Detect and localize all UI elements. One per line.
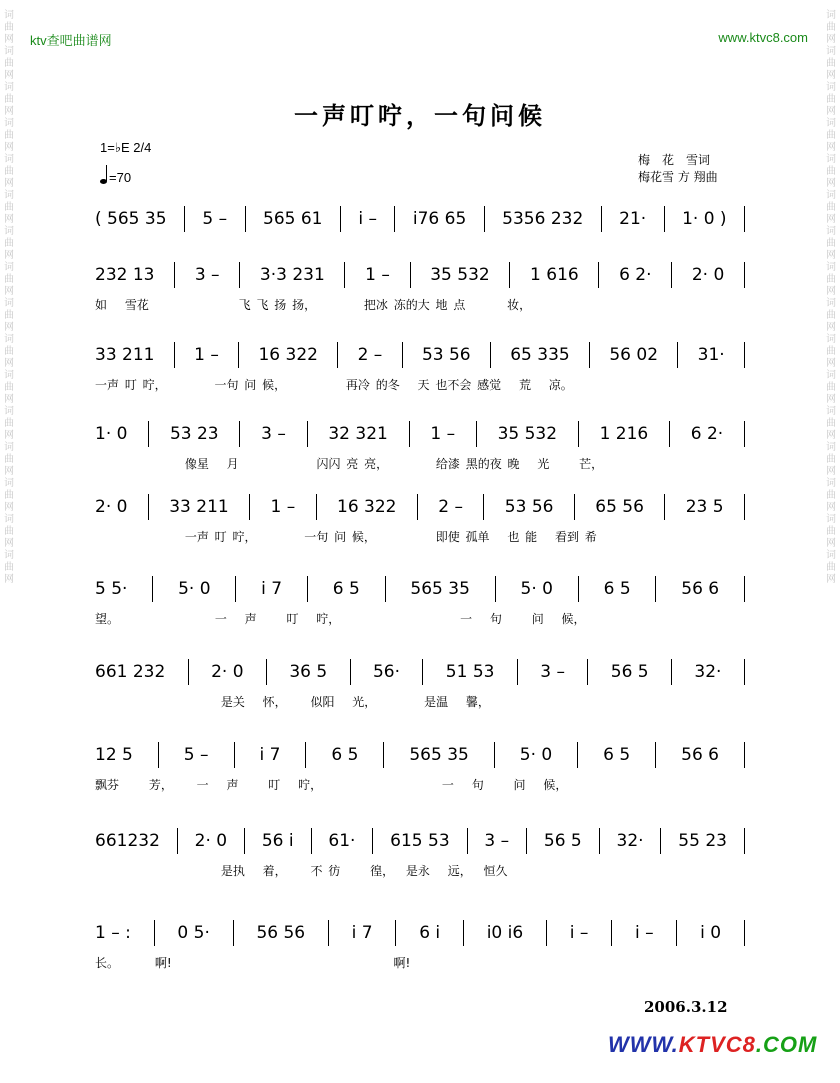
measure: 56 5 (610, 662, 649, 682)
measure: 6 i (419, 923, 441, 943)
logo-ktv: KTVC8 (678, 1032, 756, 1057)
bar-line (340, 206, 341, 232)
measure: 1 216 (599, 424, 649, 444)
bar-line (463, 920, 464, 946)
bar-line (744, 421, 745, 447)
bar-line (417, 494, 418, 520)
measure: 1 616 (530, 265, 579, 285)
bar-line (184, 206, 185, 232)
measure: 661 232 (95, 662, 166, 682)
measure: 31· (697, 345, 725, 365)
bar-line (517, 659, 518, 685)
composer-credit: 梅花雪 方 翔曲 (638, 170, 718, 184)
bar-line (483, 494, 484, 520)
score-row (95, 576, 745, 602)
bar-line (655, 742, 656, 768)
measure: 232 13 (95, 265, 155, 285)
song-title: 一声叮咛，一句问候 (294, 101, 546, 130)
bar-line (154, 920, 155, 946)
measure: 53 56 (504, 497, 554, 517)
measure: i – (634, 923, 654, 943)
measure: 661232 (95, 831, 160, 851)
credits (638, 152, 718, 186)
measure: i 0 (700, 923, 722, 943)
measure: i 7 (351, 923, 373, 943)
measure: 35 532 (430, 265, 490, 285)
lyric-row: 望。 一 声 叮 咛， 一 句 问 候， (95, 612, 586, 626)
bar-line (664, 494, 665, 520)
measure: 32 321 (328, 424, 388, 444)
key-signature: 1=♭E 2/4 (100, 140, 152, 155)
measure: 56 6 (681, 579, 720, 599)
measure: 36 5 (289, 662, 328, 682)
bar-line (599, 828, 600, 854)
measure: 33 211 (169, 497, 229, 517)
measure: 5356 232 (502, 209, 584, 229)
bar-line (402, 342, 403, 368)
measure: 1 – (270, 497, 296, 517)
measure: 2· 0 (691, 265, 725, 285)
bar-line (244, 828, 245, 854)
measure: 6 5 (603, 745, 631, 765)
measure: 1· 0 ) (682, 209, 727, 229)
lyric-row: 是关 怀， 似阳 光， 是温 馨， (95, 695, 490, 709)
bar-line (589, 342, 590, 368)
measure: i 7 (259, 745, 281, 765)
measure: 2 – (357, 345, 383, 365)
bar-line (316, 494, 317, 520)
bar-line (383, 742, 384, 768)
measure: 5 – (202, 209, 228, 229)
bar-line (158, 742, 159, 768)
measure: 61· (328, 831, 356, 851)
measure: 56 56 (256, 923, 306, 943)
bar-line (574, 494, 575, 520)
measure: 55 23 (678, 831, 727, 851)
bar-line (744, 659, 745, 685)
lyric-row: 是执 着， 不 彷 徨， 是永 远， 恒久 (95, 864, 508, 878)
bar-line (744, 828, 745, 854)
bar-line (578, 421, 579, 447)
bar-line (245, 206, 246, 232)
score-row (95, 659, 745, 685)
measure: 6 5 (332, 579, 360, 599)
measure: 3 – (540, 662, 565, 682)
bar-line (476, 421, 477, 447)
lyric-row (95, 240, 745, 258)
bar-line (409, 421, 410, 447)
bar-line (311, 828, 312, 854)
bar-line (744, 342, 745, 368)
bar-line (484, 206, 485, 232)
measure: 16 322 (258, 345, 318, 365)
measure: 5· 0 (519, 745, 553, 765)
measure: 565 35 (410, 579, 470, 599)
bar-line (307, 421, 308, 447)
lyric-row: 像星 月 闪闪 亮 亮， 给漆 黑的夜 晚 光 芒， (95, 457, 604, 471)
bar-line (744, 742, 745, 768)
measure: 32· (616, 831, 644, 851)
bar-line (660, 828, 661, 854)
bar-line (671, 262, 672, 288)
bar-line (174, 342, 175, 368)
bar-line (234, 742, 235, 768)
measure: 53 23 (169, 424, 219, 444)
measure: 16 322 (337, 497, 397, 517)
measure: i76 65 (412, 209, 467, 229)
bar-line (744, 206, 745, 232)
measure: 53 56 (421, 345, 471, 365)
bar-line (239, 421, 240, 447)
measure: i 7 (261, 579, 283, 599)
measure: 565 35 (409, 745, 469, 765)
bar-line (188, 659, 189, 685)
measure: 1· 0 (95, 424, 128, 444)
bar-line (249, 494, 250, 520)
lyric-row: 一声 叮 咛， 一句 问 候， 即使 孤单 也 能 看到 希 (95, 530, 597, 544)
measure: 3 – (484, 831, 510, 851)
tempo-value: =70 (109, 170, 132, 185)
left-watermark: 词曲网词曲网词曲网词曲网词曲网词曲网词曲网词曲网词曲网词曲网词曲网词曲网词曲网词曲网词曲网词曲网 (4, 10, 14, 585)
bar-line (664, 206, 665, 232)
measure: 23 5 (685, 497, 724, 517)
bar-line (148, 494, 149, 520)
score-row (95, 828, 745, 854)
measure: 1 – (365, 265, 390, 285)
measure: 6 2· (690, 424, 724, 444)
right-watermark: 词曲网词曲网词曲网词曲网词曲网词曲网词曲网词曲网词曲网词曲网词曲网词曲网词曲网词曲网词曲网词曲网 (826, 10, 836, 585)
bar-line (422, 659, 423, 685)
score-row (95, 262, 745, 288)
measure: i – (358, 209, 378, 229)
bar-line (655, 576, 656, 602)
measure: 2· 0 (95, 497, 128, 517)
bar-line (235, 576, 236, 602)
bar-line (669, 421, 670, 447)
bar-line (601, 206, 602, 232)
measure: 65 335 (510, 345, 570, 365)
bar-line (395, 920, 396, 946)
bar-line (671, 659, 672, 685)
quarter-note-icon (100, 179, 107, 184)
score-row (95, 421, 745, 447)
measure: 56 02 (609, 345, 659, 365)
lyric-row: 飘芬 芳， 一 声 叮 咛， 一 句 问 候， (95, 778, 568, 792)
bar-line (148, 421, 149, 447)
bar-line (152, 576, 153, 602)
bar-line (174, 262, 175, 288)
bar-line (578, 576, 579, 602)
bar-line (410, 262, 411, 288)
measure: 615 53 (390, 831, 450, 851)
bar-line (328, 920, 329, 946)
lyric-row: 如 雪花 飞 飞 扬 扬， 把冰 冻的大 地 点 妆， (95, 298, 532, 312)
measure: 33 211 (95, 345, 155, 365)
measure: 32· (694, 662, 722, 682)
measure: 65 56 (595, 497, 644, 517)
measure: 2 – (438, 497, 464, 517)
measure: 6 2· (619, 265, 652, 285)
lyric-row: 一声 叮 咛， 一句 问 候， 再冷 的冬 天 也不会 感觉 荒 凉。 (95, 378, 573, 392)
measure: 56 5 (543, 831, 582, 851)
lyricist-credit: 梅 花 雪词 (638, 153, 711, 167)
score-row (95, 742, 745, 768)
measure: 2· 0 (211, 662, 244, 682)
bar-line (509, 262, 510, 288)
measure: 56 6 (681, 745, 719, 765)
site-name-link[interactable]: ktv查吧曲谱网 (30, 33, 112, 48)
score-row (95, 920, 745, 946)
bar-line (307, 576, 308, 602)
bar-line (266, 659, 267, 685)
measure: 3·3 231 (259, 265, 325, 285)
measure: i – (569, 923, 589, 943)
bar-line (239, 262, 240, 288)
measure: 1 – (194, 345, 219, 365)
bar-line (744, 494, 745, 520)
bar-line (494, 742, 495, 768)
measure: 12 5 (95, 745, 133, 765)
measure: 51 53 (445, 662, 495, 682)
measure: 6 5 (603, 579, 631, 599)
measure: 6 5 (331, 745, 359, 765)
bar-line (467, 828, 468, 854)
bar-line (238, 342, 239, 368)
measure: 5· 0 (520, 579, 553, 599)
measure: 1 – : (95, 923, 131, 943)
bar-line (744, 576, 745, 602)
score-row (95, 494, 745, 520)
lyric-row: 长。 啊! 啊! (95, 956, 411, 970)
bar-line (744, 262, 745, 288)
measure: 2· 0 (194, 831, 228, 851)
measure: 5 5· (95, 579, 128, 599)
measure: 1 – (430, 424, 456, 444)
measure: 5 – (183, 745, 209, 765)
bar-line (676, 920, 677, 946)
measure: 56 i (261, 831, 294, 851)
bar-line (611, 920, 612, 946)
measure: 3 – (261, 424, 286, 444)
date-stamp: 2006.3.12 (644, 998, 728, 1016)
bar-line (744, 920, 745, 946)
bar-line (546, 920, 547, 946)
score-row (95, 206, 745, 232)
bar-line (577, 742, 578, 768)
bar-line (305, 742, 306, 768)
measure: 21· (619, 209, 647, 229)
bar-line (344, 262, 345, 288)
measure: i0 i6 (486, 923, 524, 943)
score-row (95, 342, 745, 368)
bar-line (587, 659, 588, 685)
bar-line (372, 828, 373, 854)
tempo-mark (100, 170, 131, 185)
bar-line (598, 262, 599, 288)
measure: 0 5· (177, 923, 210, 943)
bar-line (495, 576, 496, 602)
site-logo[interactable] (608, 1032, 817, 1058)
bar-line (394, 206, 395, 232)
bar-line (490, 342, 491, 368)
bar-line (350, 659, 351, 685)
bar-line (233, 920, 234, 946)
measure: 3 – (194, 265, 220, 285)
bar-line (337, 342, 338, 368)
bar-line (526, 828, 527, 854)
measure: 35 532 (497, 424, 558, 444)
site-url-link[interactable]: www.ktvc8.com (718, 30, 808, 45)
logo-com: .COM (755, 1032, 818, 1057)
bar-line (177, 828, 178, 854)
bar-line (385, 576, 386, 602)
measure: 565 61 (263, 209, 323, 229)
logo-www: WWW. (608, 1032, 679, 1057)
measure: 56· (372, 662, 401, 682)
bar-line (677, 342, 678, 368)
measure: ( 565 35 (95, 209, 167, 229)
measure: 5· 0 (178, 579, 211, 599)
